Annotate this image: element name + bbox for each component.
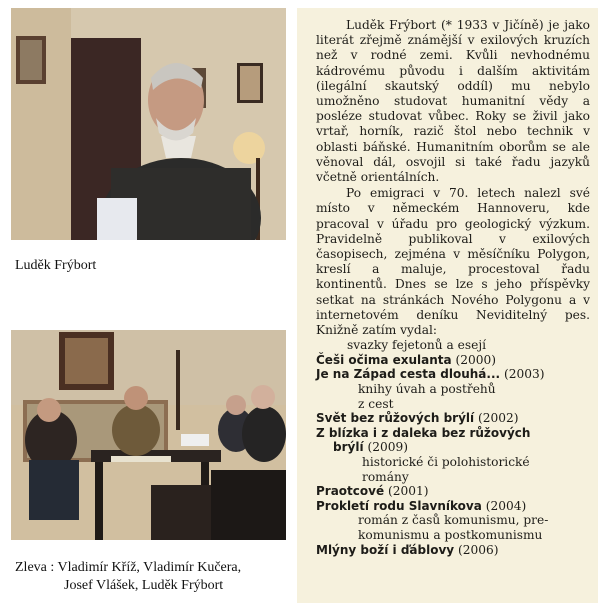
book-item: Mlýny boží i ďáblovy (2006) [316, 542, 499, 557]
group-caption [15, 559, 290, 595]
book-note: román z časů komunismu, pre- komunismu a postkomunismu [358, 513, 549, 542]
book-item: Svět bez růžových brýlí (2002) [316, 411, 519, 426]
book-list [316, 338, 590, 557]
group-caption-line-2: Josef Vlášek, Luděk Frýbort [64, 578, 224, 593]
article-column [297, 8, 598, 603]
book-note: knihy úvah a postřehů z cest [358, 382, 496, 411]
book-item: svazky fejetonů a esejí Češi očima exulanta (2000) [316, 338, 497, 367]
book-item: Praotcové (2001) [316, 484, 429, 499]
group-caption-line-1: Zleva : Vladimír Kříž, Vladimír Kučera, [15, 560, 242, 575]
group-photo [11, 330, 286, 540]
book-note: historické či polohistorické romány [362, 455, 530, 484]
portrait-photo [11, 8, 286, 240]
book-item: Z blízka i z daleka bez růžových brýlí (2009) [316, 425, 531, 455]
portrait-caption: Luděk Frýbort [15, 258, 97, 273]
article-paragraph-2: Po emigraci v 70. letech nalezl své místo v německém Hannoveru, kde pracoval v úřadu pro geologický výzkum. Pravidelně publikoval v exilových časopisech, zejména v měsíčníku Polygon, kreslí a maluje, procestoval řadu kontinentů. Dnes se lze s jeho příspěvky setkat na stránkách Nového Polygonu a v internetovém deníku Neviditelný pes. Knižně zatím vydal: [316, 186, 590, 338]
article-paragraph-1: Luděk Frýbort (* 1933 v Jičíně) je jako literát zřejmě známější v exilových kruzích než v rodné zemi. Kvůli nevhodnému kádrovému původu i dalším aktivitám (ilegální skautský oddíl) mu nebylo umožněno studovat humanitní vědy a posléze studovat vůbec. Roky se živil jako vrtař, horník, razič štol nebo technik v oblasti báňské. Humanitním oborům se ale věnoval dál, osvojil si také řadu jazyků včetně orientálních. [316, 18, 590, 185]
book-item: Je na Západ cesta dlouhá... (2003) [316, 367, 545, 382]
book-item: Prokletí rodu Slavníkova (2004) [316, 498, 527, 513]
